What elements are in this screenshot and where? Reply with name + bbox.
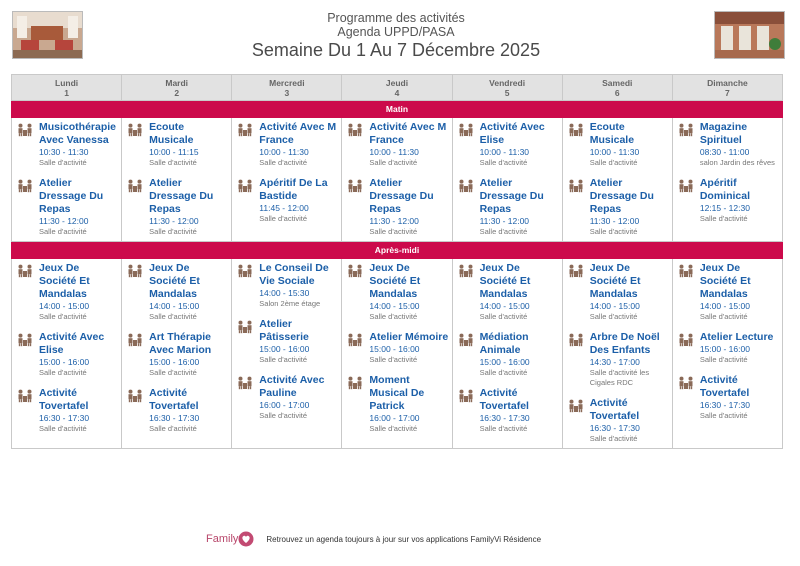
activity-time: 16:00 - 17:00 (259, 400, 310, 410)
activity-place: Salle d'activité (479, 424, 528, 433)
activities-row (12, 118, 783, 242)
activity-item[interactable] (17, 262, 118, 322)
activity-place: Salle d'activité (39, 368, 87, 377)
activity-title: Musicothérapie Avec Vanessa (39, 121, 117, 146)
day-number: 3 (284, 88, 290, 98)
day-header-mardi (122, 75, 232, 101)
period-row (12, 242, 783, 259)
activity-title: Atelier Pâtisserie (259, 318, 309, 343)
day-cell (12, 259, 122, 449)
activity-title: Ecoute Musicale (149, 121, 194, 146)
people-group-icon (127, 389, 143, 403)
people-group-icon (458, 333, 474, 347)
activity-place: Salle d'activité (479, 158, 528, 167)
day-cell (12, 118, 122, 242)
activity-item[interactable] (568, 397, 669, 444)
activity-place: Salle d'activité (479, 368, 528, 377)
activity-title: Jeux De Société Et Mandalas (369, 262, 421, 300)
page-header (100, 11, 692, 61)
activity-title: Activité Avec M France (259, 121, 337, 146)
activity-title: Atelier Dressage Du Repas (149, 177, 214, 215)
activity-title: Magazine Spirituel (699, 121, 748, 146)
day-name: Samedi (602, 78, 633, 88)
activity-title: Activité Tovertafel (699, 374, 750, 399)
activity-title: Atelier Mémoire (369, 331, 449, 343)
activity-title: Atelier Lecture (699, 331, 774, 343)
day-cell (342, 259, 452, 449)
people-group-icon (568, 179, 584, 193)
activity-time: 14:00 - 15:00 (479, 301, 530, 311)
day-cell (122, 118, 232, 242)
day-name: Jeudi (385, 78, 409, 88)
activity-title: Activité Tovertafel (39, 387, 89, 412)
activity-item[interactable] (347, 177, 448, 237)
people-group-icon (678, 123, 694, 137)
activity-place: Salle d'activité (149, 424, 197, 433)
day-number: 5 (504, 88, 510, 98)
activity-place: Salle d'activité (259, 158, 307, 167)
activity-place: Salle d'activité (39, 312, 87, 321)
people-group-icon (127, 123, 143, 137)
activity-place: Salle d'activité (479, 312, 528, 321)
day-header-vendredi (452, 75, 562, 101)
activity-place: Salle d'activité (699, 355, 748, 364)
activity-time: 14:00 - 15:30 (259, 288, 310, 298)
people-group-icon (237, 376, 253, 390)
activity-place: Salle d'activité (369, 312, 418, 321)
activity-title: Activité Tovertafel (149, 387, 199, 412)
day-header-samedi (562, 75, 672, 101)
day-header-lundi (12, 75, 122, 101)
activity-time: 11:30 - 12:00 (39, 216, 89, 226)
activity-item[interactable] (237, 121, 338, 168)
activity-place: Salle d'activité (589, 434, 638, 443)
activity-item[interactable] (458, 387, 559, 434)
day-header-mercredi (232, 75, 342, 101)
activity-time: 15:00 - 16:00 (479, 357, 530, 367)
activity-title: Activité Tovertafel (479, 387, 529, 412)
people-group-icon (678, 264, 694, 278)
activity-item[interactable] (127, 331, 228, 378)
people-group-icon (568, 123, 584, 137)
day-header-dimanche (672, 75, 782, 101)
activity-title: Ecoute Musicale (589, 121, 635, 146)
activity-item[interactable] (237, 318, 338, 365)
activity-title: Jeux De Société Et Mandalas (479, 262, 531, 300)
activity-time: 16:00 - 17:00 (369, 413, 420, 423)
activity-title: Activité Avec Elise (39, 331, 105, 356)
people-group-icon (568, 333, 584, 347)
activity-place: Salle d'activité (479, 227, 528, 236)
activity-place: Salle d'activité les Cigales RDC (589, 368, 650, 387)
activity-item[interactable] (237, 262, 338, 309)
activity-title: Jeux De Société Et Mandalas (149, 262, 200, 300)
activity-item[interactable] (678, 121, 779, 168)
activity-item[interactable] (568, 262, 669, 322)
activity-place: Salon 2ème étage (259, 299, 321, 308)
activity-time: 11:30 - 12:00 (149, 216, 199, 226)
logo-heart-icon (238, 531, 254, 547)
day-number: 4 (394, 88, 400, 98)
day-cell (232, 118, 342, 242)
people-group-icon (127, 179, 143, 193)
activity-item[interactable] (678, 331, 779, 365)
day-name: Vendredi (489, 78, 526, 88)
residence-entrance-photo (714, 11, 785, 59)
activity-place: Salle d'activité (589, 312, 638, 321)
activity-item[interactable] (678, 262, 779, 322)
day-name: Lundi (55, 78, 79, 88)
activity-title: Atelier Dressage Du Repas (589, 177, 654, 215)
period-row (12, 101, 783, 118)
activity-place: Salle d'activité (149, 312, 197, 321)
header-agenda-label: Agenda UPPD/PASA (337, 25, 455, 39)
weekly-agenda-table (11, 74, 783, 449)
activity-place: Salle d'activité (589, 158, 638, 167)
people-group-icon (237, 320, 253, 334)
activity-place: Salle d'activité (699, 214, 748, 223)
day-number: 6 (614, 88, 620, 98)
activity-place: Salle d'activité (369, 424, 418, 433)
activity-title: Atelier Dressage Du Repas (369, 177, 434, 215)
people-group-icon (458, 179, 474, 193)
activity-item[interactable] (127, 177, 228, 237)
activity-item[interactable] (237, 374, 338, 421)
activity-title: Activité Avec Pauline (259, 374, 325, 399)
footer-message: Retrouvez un agenda toujours à jour sur vos applications FamilyVi Résidence (266, 534, 542, 544)
day-name: Mercredi (269, 78, 305, 88)
people-group-icon (347, 264, 363, 278)
activity-time: 15:00 - 16:00 (259, 344, 310, 354)
activity-place: Salle d'activité (39, 158, 87, 167)
activity-place: Salle d'activité (259, 214, 307, 223)
activity-place: Salle d'activité (369, 355, 418, 364)
day-name: Mardi (165, 78, 189, 88)
people-group-icon (458, 389, 474, 403)
activity-place: Salle d'activité (39, 227, 87, 236)
activity-title: Le Conseil De Vie Sociale (259, 262, 329, 287)
people-group-icon (678, 376, 694, 390)
day-cell (562, 118, 672, 242)
activity-item[interactable] (347, 331, 448, 365)
activity-title: Arbre De Noël Des Enfants (589, 331, 660, 356)
activity-title: Atelier Dressage Du Repas (39, 177, 104, 215)
activity-item[interactable] (458, 262, 559, 322)
activity-time: 14:00 - 15:00 (589, 301, 640, 311)
people-group-icon (568, 399, 584, 413)
activity-time: 15:00 - 16:00 (369, 344, 420, 354)
people-group-icon (347, 333, 363, 347)
activity-time: 16:30 - 17:30 (479, 413, 530, 423)
activity-item[interactable] (458, 121, 559, 168)
activity-place: Salle d'activité (149, 158, 197, 167)
activity-place: Salle d'activité (369, 227, 418, 236)
day-cell (122, 259, 232, 449)
activity-title: Jeux De Société Et Mandalas (699, 262, 751, 300)
activity-title: Médiation Animale (479, 331, 529, 356)
people-group-icon (678, 179, 694, 193)
activity-time: 10:00 - 11:30 (589, 147, 640, 157)
activity-time: 16:30 - 17:30 (39, 413, 90, 423)
activity-item[interactable] (17, 121, 118, 168)
activity-item[interactable] (347, 121, 448, 168)
header-programme-label: Programme des activités (327, 11, 465, 25)
activity-place: Salle d'activité (259, 355, 307, 364)
activity-title: Jeux De Société Et Mandalas (589, 262, 641, 300)
activity-time: 11:30 - 12:00 (369, 216, 419, 226)
activity-item[interactable] (678, 177, 779, 224)
people-group-icon (17, 389, 33, 403)
activity-item[interactable] (568, 331, 669, 388)
people-group-icon (17, 264, 33, 278)
activity-item[interactable] (347, 262, 448, 322)
day-cell (562, 259, 672, 449)
activity-item[interactable] (17, 177, 118, 237)
people-group-icon (458, 264, 474, 278)
activity-time: 16:30 - 17:30 (149, 413, 200, 423)
activity-title: Atelier Dressage Du Repas (479, 177, 544, 215)
activity-time: 10:00 - 11:30 (259, 147, 309, 157)
residence-lobby-photo (12, 11, 83, 59)
day-cell (452, 259, 562, 449)
activity-place: salon Jardin des rêves (699, 158, 775, 167)
day-cell (672, 259, 782, 449)
activity-title: Activité Avec Elise (479, 121, 545, 146)
day-cell (232, 259, 342, 449)
activity-time: 10:30 - 11:30 (39, 147, 89, 157)
activity-title: Moment Musical De Patrick (369, 374, 425, 412)
people-group-icon (127, 264, 143, 278)
activity-item[interactable] (127, 387, 228, 434)
activity-place: Salle d'activité (259, 411, 307, 420)
activity-time: 14:00 - 15:00 (369, 301, 420, 311)
period-label-matin: Matin (12, 101, 783, 118)
activity-time: 12:15 - 12:30 (699, 203, 750, 213)
logo-text: Family (206, 533, 239, 545)
day-name: Dimanche (707, 78, 748, 88)
day-header-jeudi (342, 75, 452, 101)
activity-time: 14:00 - 15:00 (39, 301, 90, 311)
activity-item[interactable] (347, 374, 448, 434)
activity-item[interactable] (17, 331, 118, 378)
activity-time: 15:00 - 16:00 (39, 357, 90, 367)
activity-time: 11:45 - 12:00 (259, 203, 309, 213)
people-group-icon (17, 333, 33, 347)
activity-place: Salle d'activité (589, 227, 638, 236)
people-group-icon (678, 333, 694, 347)
period-label-apres-midi: Après-midi (12, 242, 783, 259)
activity-item[interactable] (568, 121, 669, 168)
activity-time: 14:00 - 15:00 (699, 301, 750, 311)
activity-time: 08:30 - 11:00 (699, 147, 750, 157)
activity-item[interactable] (127, 262, 228, 322)
activity-item[interactable] (17, 387, 118, 434)
activity-time: 15:00 - 16:00 (149, 357, 200, 367)
activity-time: 14:30 - 17:00 (589, 357, 640, 367)
activity-time: 16:30 - 17:30 (589, 423, 640, 433)
people-group-icon (237, 123, 253, 137)
activity-title: Activité Avec M France (369, 121, 447, 146)
familyvi-logo (206, 531, 254, 547)
activity-item[interactable] (127, 121, 228, 168)
activity-time: 14:00 - 15:00 (149, 301, 200, 311)
activity-title: Activité Tovertafel (589, 397, 640, 422)
activities-row (12, 259, 783, 449)
people-group-icon (127, 333, 143, 347)
activity-time: 11:30 - 12:00 (589, 216, 640, 226)
activity-place: Salle d'activité (39, 424, 87, 433)
activity-item[interactable] (568, 177, 669, 237)
people-group-icon (347, 376, 363, 390)
activity-place: Salle d'activité (699, 312, 748, 321)
people-group-icon (347, 179, 363, 193)
activity-place: Salle d'activité (699, 411, 748, 420)
activity-place: Salle d'activité (369, 158, 418, 167)
day-cell (342, 118, 452, 242)
activity-title: Jeux De Société Et Mandalas (39, 262, 90, 300)
people-group-icon (347, 123, 363, 137)
activity-title: Apéritif De La Bastide (259, 177, 328, 202)
activity-place: Salle d'activité (149, 227, 197, 236)
people-group-icon (458, 123, 474, 137)
activity-time: 15:00 - 16:00 (699, 344, 750, 354)
people-group-icon (568, 264, 584, 278)
activity-time: 10:00 - 11:15 (149, 147, 199, 157)
day-cell (452, 118, 562, 242)
activity-title: Art Thérapie Avec Marion (149, 331, 212, 356)
people-group-icon (17, 179, 33, 193)
day-number: 2 (174, 88, 180, 98)
header-week-title: Semaine Du 1 Au 7 Décembre 2025 (251, 40, 541, 60)
activity-item[interactable] (458, 177, 559, 237)
day-number: 7 (725, 88, 730, 98)
day-number: 1 (64, 88, 69, 98)
activity-item[interactable] (678, 374, 779, 421)
people-group-icon (237, 264, 253, 278)
activity-title: Apéritif Dominical (699, 177, 751, 202)
days-header-row (12, 75, 783, 101)
activity-item[interactable] (237, 177, 338, 224)
activity-item[interactable] (458, 331, 559, 378)
activity-place: Salle d'activité (149, 368, 197, 377)
people-group-icon (17, 123, 33, 137)
activity-time: 11:30 - 12:00 (479, 216, 530, 226)
footer (206, 531, 541, 547)
activity-time: 10:00 - 11:30 (479, 147, 530, 157)
day-cell (672, 118, 782, 242)
activity-time: 16:30 - 17:30 (699, 400, 750, 410)
people-group-icon (237, 179, 253, 193)
activity-time: 10:00 - 11:30 (369, 147, 419, 157)
